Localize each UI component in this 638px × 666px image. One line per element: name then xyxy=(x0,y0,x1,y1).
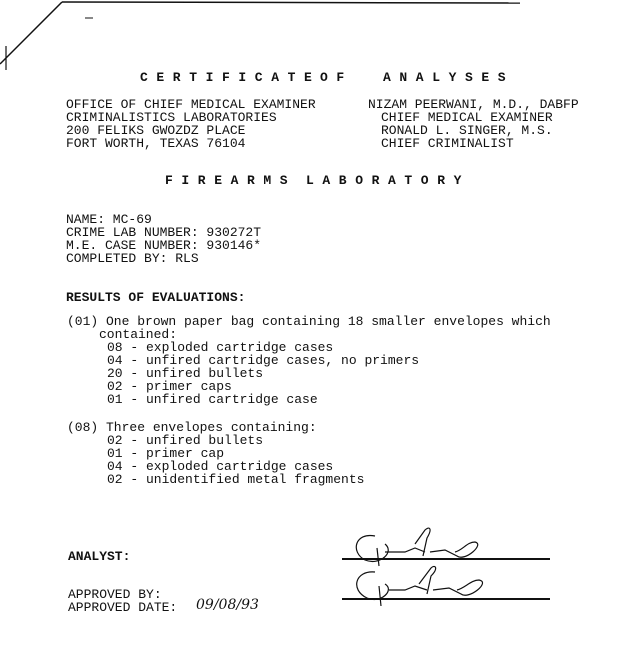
approved-by-label: APPROVED BY: xyxy=(68,587,162,602)
staff-line: RONALD L. SINGER, M.S. xyxy=(381,123,553,138)
case-line: M.E. CASE NUMBER: 930146* xyxy=(66,238,262,253)
approved-date-handwritten: 09/08/93 xyxy=(196,597,259,613)
approved-date-label: APPROVED DATE: xyxy=(68,600,178,615)
list-item: 01 - unfired cartridge case xyxy=(107,392,318,407)
case-line: NAME: MC-69 xyxy=(66,212,152,227)
list-item: 20 - unfired bullets xyxy=(107,366,264,381)
scan-edge-marks xyxy=(0,0,638,80)
lab-laboratory: LABORATORY xyxy=(306,173,471,188)
results-heading: RESULTS OF EVALUATIONS: xyxy=(66,290,246,305)
office-line: CRIMINALISTICS LABORATORIES xyxy=(66,110,277,125)
item-description: (01) One brown paper bag containing 18 smaller envelopes which xyxy=(67,314,551,329)
item-description: (08) Three envelopes containing: xyxy=(67,420,317,435)
list-item: 04 - unfired cartridge cases, no primers xyxy=(107,353,420,368)
staff-line: CHIEF CRIMINALIST xyxy=(381,136,514,151)
list-item: 08 - exploded cartridge cases xyxy=(107,340,334,355)
title-of: OF xyxy=(320,70,353,85)
approver-signature xyxy=(345,562,505,612)
office-line: OFFICE OF CHIEF MEDICAL EXAMINER xyxy=(66,97,316,112)
list-item: 04 - exploded cartridge cases xyxy=(107,459,334,474)
office-line: FORT WORTH, TEXAS 76104 xyxy=(66,136,246,151)
lab-firearms: FIREARMS xyxy=(165,173,297,188)
list-item: 02 - unidentified metal fragments xyxy=(107,472,365,487)
item-description: contained: xyxy=(99,327,178,342)
case-line: COMPLETED BY: RLS xyxy=(66,251,199,266)
staff-line: NIZAM PEERWANI, M.D., DABFP xyxy=(368,97,579,112)
list-item: 02 - primer caps xyxy=(107,379,232,394)
staff-line: CHIEF MEDICAL EXAMINER xyxy=(381,110,553,125)
title-analyses: ANALYSES xyxy=(383,70,515,85)
list-item: 02 - unfired bullets xyxy=(107,433,264,448)
office-line: 200 FELIKS GWOZDZ PLACE xyxy=(66,123,246,138)
list-item: 01 - primer cap xyxy=(107,446,225,461)
title-certificate: CERTIFICATE xyxy=(140,70,321,85)
case-line: CRIME LAB NUMBER: 930272T xyxy=(66,225,262,240)
analyst-label: ANALYST: xyxy=(68,549,131,564)
